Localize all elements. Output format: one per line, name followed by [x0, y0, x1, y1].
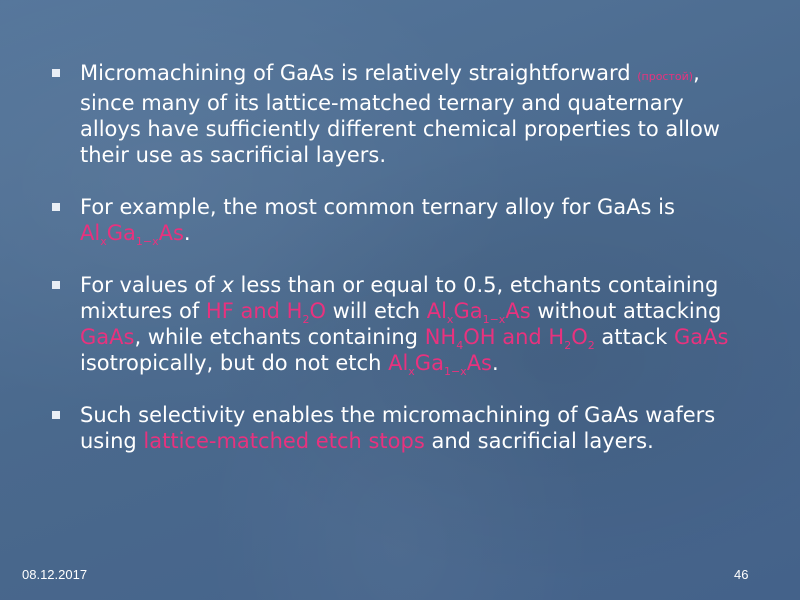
bullet-text: will etch [332, 299, 421, 323]
bullet-text: Such selectivity enables the micromachining of GaAs wafers using [80, 403, 716, 453]
bullet-text: , since many of its lattice-matched ternary and quaternary alloys have sufficiently different chemical properties to allow their use as sacrificial layers. [80, 61, 720, 167]
bullet-item-1 [48, 60, 748, 168]
highlight-term: lattice-matched etch stops [143, 429, 425, 453]
bullet-text: . [183, 221, 191, 245]
square-bullet-icon [52, 203, 60, 211]
alloy-formula: $Al_xGa_{1-x}As$ [80, 221, 184, 249]
bullet-item-2 [48, 194, 748, 249]
bullet-text: , while etchants containing [134, 325, 419, 349]
bullet-text: For values of [80, 273, 215, 297]
gaas-term: GaAs [674, 325, 729, 349]
bullet-text: isotropically, but do not etch [80, 351, 382, 375]
alloy-formula: $Al_xGa_{1-x}As$ [388, 351, 492, 379]
bullet-text: and sacrificial layers. [431, 429, 654, 453]
bullet-text: less than or equal to 0.5, etchants containing mixtures of [80, 273, 719, 323]
bullet-item-3 [48, 272, 748, 379]
bullet-text: For example, the most common ternary alloy for GaAs is [80, 195, 675, 219]
etchant-formula: $NH_4OH$ and $H_2O_2$ [424, 325, 595, 353]
bullet-text: without attacking [537, 299, 722, 323]
bullet-text: . [492, 351, 499, 375]
square-bullet-icon [52, 281, 60, 289]
bullet-text: Micromachining of GaAs is relatively straightforward [80, 61, 631, 85]
alloy-formula: $Al_xGa_{1-x}As$ [426, 299, 531, 327]
russian-annotation: (простой) [637, 70, 694, 83]
footer-date: 08.12.2017 [22, 567, 88, 582]
bullet-text: attack [601, 325, 668, 349]
gaas-term: GaAs [80, 325, 135, 349]
etchant-formula: HF and $H_2O$ [205, 299, 326, 327]
variable-x: x [221, 273, 234, 297]
square-bullet-icon [52, 69, 60, 77]
bullet-list [48, 60, 748, 480]
square-bullet-icon [52, 411, 60, 419]
page-number: 46 [734, 567, 749, 582]
bullet-item-4 [48, 402, 748, 454]
